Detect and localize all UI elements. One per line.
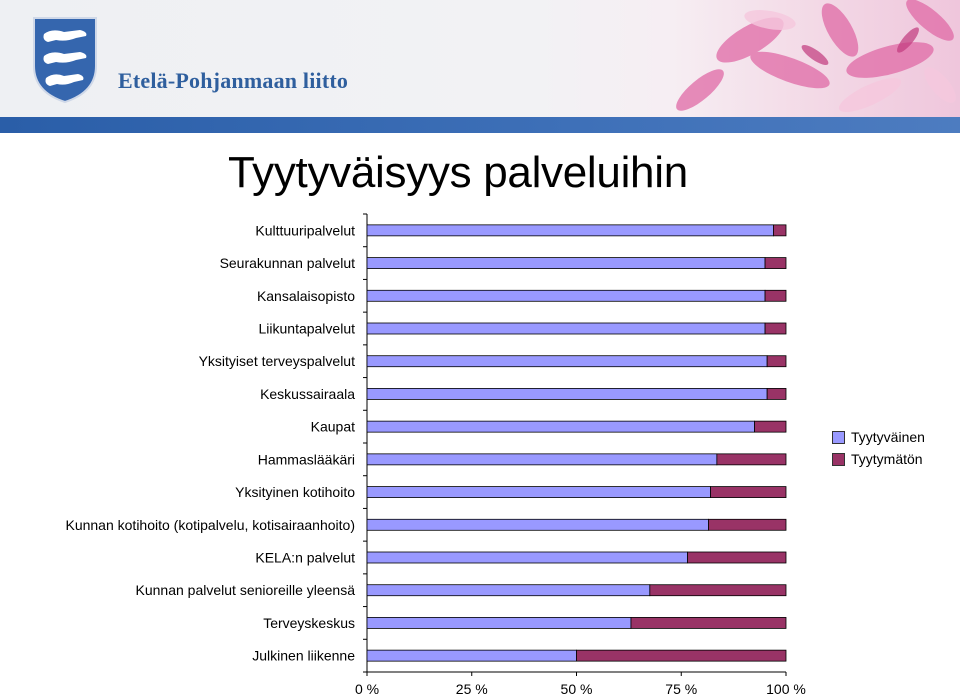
- x-tick-label: 25 %: [455, 681, 488, 696]
- bar-satisfied: [367, 225, 773, 236]
- bar-dissatisfied: [711, 487, 786, 498]
- category-label: Hammaslääkäri: [257, 451, 355, 468]
- legend-label-dissatisfied: Tyytymätön: [851, 451, 923, 467]
- bar-dissatisfied: [650, 585, 786, 596]
- category-label: Julkinen liikenne: [252, 647, 355, 664]
- chart-legend: [832, 426, 925, 470]
- category-label: Yksityiset terveyspalvelut: [198, 353, 355, 370]
- bar-satisfied: [367, 585, 650, 596]
- bar-dissatisfied: [577, 650, 787, 661]
- legend-swatch-dissatisfied: [832, 453, 845, 466]
- bar-satisfied: [367, 519, 708, 530]
- legend-label-satisfied: Tyytyväinen: [851, 429, 925, 445]
- x-tick-label: 0 %: [354, 681, 380, 696]
- bar-satisfied: [367, 650, 577, 661]
- category-label: Kaupat: [310, 418, 355, 435]
- bar-dissatisfied: [765, 323, 786, 334]
- bar-dissatisfied: [717, 454, 786, 465]
- bar-satisfied: [367, 388, 767, 399]
- bar-satisfied: [367, 487, 711, 498]
- category-label: Yksityinen kotihoito: [235, 484, 355, 501]
- bar-satisfied: [367, 617, 631, 628]
- bar-dissatisfied: [767, 388, 786, 399]
- x-tick-label: 100 %: [766, 681, 806, 696]
- bar-satisfied: [367, 421, 755, 432]
- category-label: Kulttuuripalvelut: [255, 222, 355, 239]
- bar-satisfied: [367, 454, 717, 465]
- x-tick-label: 50 %: [560, 681, 593, 696]
- bar-dissatisfied: [631, 617, 786, 628]
- bar-dissatisfied: [755, 421, 786, 432]
- bar-satisfied: [367, 290, 765, 301]
- category-label: Liikuntapalvelut: [258, 320, 355, 337]
- organization-name: Etelä-Pohjanmaan liitto: [118, 68, 349, 93]
- category-label: Keskussairaala: [260, 385, 355, 402]
- category-label: Terveyskeskus: [263, 614, 355, 631]
- bar-dissatisfied: [765, 258, 786, 269]
- bar-dissatisfied: [708, 519, 786, 530]
- bar-satisfied: [367, 258, 765, 269]
- bar-dissatisfied: [765, 290, 786, 301]
- legend-swatch-satisfied: [832, 431, 845, 444]
- bar-dissatisfied: [773, 225, 786, 236]
- category-label: Kunnan palvelut senioreille yleensä: [135, 582, 355, 599]
- category-label: Seurakunnan palvelut: [219, 255, 355, 272]
- bar-dissatisfied: [688, 552, 786, 563]
- x-tick-label: 75 %: [665, 681, 698, 696]
- bar-dissatisfied: [767, 356, 786, 367]
- bar-satisfied: [367, 356, 767, 367]
- category-label: Kunnan kotihoito (kotipalvelu, kotisairaanhoito): [65, 516, 355, 533]
- category-label: Kansalaisopisto: [256, 287, 355, 304]
- legend-item-dissatisfied: [832, 448, 925, 470]
- bar-satisfied: [367, 323, 765, 334]
- legend-item-satisfied: [832, 426, 925, 448]
- bar-satisfied: [367, 552, 688, 563]
- category-label: KELA:n palvelut: [255, 549, 355, 566]
- chart-title: Tyytyväisyys palveluihin: [228, 148, 688, 197]
